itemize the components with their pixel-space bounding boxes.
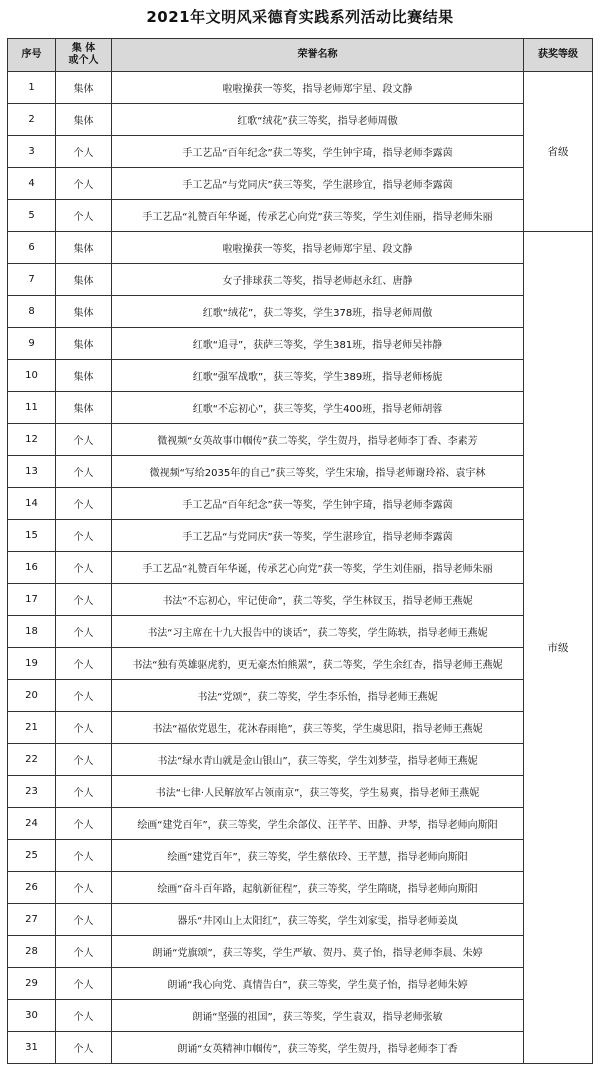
page-title: 2021年文明风采德育实践系列活动比赛结果 (146, 8, 454, 26)
cell-no: 30 (8, 1000, 56, 1032)
header-name: 荣誉名称 (112, 39, 524, 72)
cell-name: 书法“党颂”，获二等奖，学生李乐怡，指导老师王燕妮 (112, 680, 524, 712)
cell-name: 书法“习主席在十九大报告中的谈话”，获二等奖，学生陈轶，指导老师王燕妮 (112, 616, 524, 648)
table-row (8, 776, 593, 808)
cell-no: 12 (8, 424, 56, 456)
cell-type: 个人 (56, 1032, 112, 1064)
cell-no: 16 (8, 552, 56, 584)
cell-type: 个人 (56, 1000, 112, 1032)
cell-name: 书法“绿水青山就是金山银山”，获三等奖，学生刘梦莹，指导老师王燕妮 (112, 744, 524, 776)
cell-type: 个人 (56, 200, 112, 232)
cell-name: 器乐“井冈山上太阳红”，获三等奖，学生刘家雯，指导老师姜岚 (112, 904, 524, 936)
cell-no: 28 (8, 936, 56, 968)
cell-type: 个人 (56, 520, 112, 552)
cell-type: 个人 (56, 584, 112, 616)
cell-name: 微视频“写给2035年的自己”获三等奖，学生宋瑜，指导老师谢玲裕、袁宇林 (112, 456, 524, 488)
results-table (7, 38, 593, 1064)
cell-name: 啦啦操获一等奖，指导老师郑宇星、段文静 (112, 72, 524, 104)
cell-name: 手工艺品“百年纪念”获二等奖，学生钟宇琦，指导老师李露茵 (112, 136, 524, 168)
header-row (8, 39, 593, 72)
table-row (8, 360, 593, 392)
cell-name: 手工艺品“与党同庆”获三等奖，学生湛珍宜，指导老师李露茵 (112, 168, 524, 200)
table-row (8, 872, 593, 904)
table-row (8, 584, 593, 616)
cell-no: 5 (8, 200, 56, 232)
cell-no: 10 (8, 360, 56, 392)
table-row (8, 808, 593, 840)
table-row (8, 136, 593, 168)
cell-no: 6 (8, 232, 56, 264)
table-row (8, 424, 593, 456)
header-level: 获奖等级 (524, 39, 593, 72)
cell-name: 绘画“奋斗百年路，起航新征程”，获三等奖，学生隋晓，指导老师向斯阳 (112, 872, 524, 904)
table-row (8, 968, 593, 1000)
cell-no: 14 (8, 488, 56, 520)
cell-no: 19 (8, 648, 56, 680)
cell-no: 25 (8, 840, 56, 872)
table-row (8, 616, 593, 648)
cell-type: 个人 (56, 648, 112, 680)
table-row (8, 328, 593, 360)
cell-no: 8 (8, 296, 56, 328)
table-row (8, 456, 593, 488)
cell-type: 个人 (56, 840, 112, 872)
cell-no: 23 (8, 776, 56, 808)
cell-name: 女子排球获二等奖，指导老师赵永红、唐静 (112, 264, 524, 296)
cell-name: 书法“福依党恩生，花沐春雨艳”，获三等奖，学生虞思阳，指导老师王燕妮 (112, 712, 524, 744)
table-row (8, 264, 593, 296)
table-row (8, 520, 593, 552)
table-row (8, 680, 593, 712)
table-row (8, 296, 593, 328)
cell-name: 手工艺品“百年纪念”获一等奖，学生钟宇琦，指导老师李露茵 (112, 488, 524, 520)
cell-no: 31 (8, 1032, 56, 1064)
header-type (56, 39, 112, 72)
cell-name: 红歌“不忘初心”，获三等奖，学生400班，指导老师胡蓉 (112, 392, 524, 424)
table-row (8, 1032, 593, 1064)
cell-type: 个人 (56, 136, 112, 168)
cell-type: 个人 (56, 552, 112, 584)
cell-type: 个人 (56, 872, 112, 904)
cell-no: 7 (8, 264, 56, 296)
table-row (8, 1000, 593, 1032)
cell-type: 集体 (56, 328, 112, 360)
cell-no: 13 (8, 456, 56, 488)
cell-type: 个人 (56, 616, 112, 648)
cell-no: 1 (8, 72, 56, 104)
cell-no: 20 (8, 680, 56, 712)
cell-no: 11 (8, 392, 56, 424)
cell-name: 啦啦操获一等奖，指导老师郑宇星、段文静 (112, 232, 524, 264)
table-body (8, 72, 593, 1064)
cell-no: 24 (8, 808, 56, 840)
cell-name: 朗诵“党旗颂”，获三等奖，学生严敏、贺丹、莫子怡，指导老师李晨、朱婷 (112, 936, 524, 968)
table-row (8, 168, 593, 200)
table-row (8, 840, 593, 872)
cell-no: 9 (8, 328, 56, 360)
cell-name: 书法“独有英雄驱虎豹，更无豪杰怕熊罴”，获二等奖，学生余红杏，指导老师王燕妮 (112, 648, 524, 680)
cell-type: 集体 (56, 72, 112, 104)
table-row (8, 712, 593, 744)
cell-type: 个人 (56, 712, 112, 744)
cell-no: 15 (8, 520, 56, 552)
cell-name: 手工艺品“礼赞百年华诞，传承艺心向党”获一等奖，学生刘佳丽，指导老师朱丽 (112, 552, 524, 584)
cell-no: 17 (8, 584, 56, 616)
cell-name: 红歌“绒花”，获二等奖，学生378班，指导老师周傲 (112, 296, 524, 328)
cell-type: 个人 (56, 168, 112, 200)
table-row (8, 392, 593, 424)
header-no: 序号 (8, 39, 56, 72)
table-row (8, 552, 593, 584)
table-row (8, 936, 593, 968)
table-row (8, 104, 593, 136)
cell-no: 21 (8, 712, 56, 744)
cell-type: 个人 (56, 936, 112, 968)
cell-name: 绘画“建党百年”，获三等奖，学生余郃仪、汪芊芊、田静、尹琴，指导老师向斯阳 (112, 808, 524, 840)
table-row (8, 200, 593, 232)
cell-type: 个人 (56, 968, 112, 1000)
cell-no: 27 (8, 904, 56, 936)
cell-level: 市级 (524, 232, 593, 1064)
cell-type: 个人 (56, 776, 112, 808)
cell-type: 集体 (56, 360, 112, 392)
cell-name: 朗诵“女英精神巾帼传”，获三等奖，学生贺丹，指导老师李丁香 (112, 1032, 524, 1064)
cell-type: 个人 (56, 808, 112, 840)
cell-no: 3 (8, 136, 56, 168)
cell-type: 个人 (56, 744, 112, 776)
table-row (8, 72, 593, 104)
cell-name: 手工艺品“礼赞百年华诞，传承艺心向党”获三等奖，学生刘佳丽，指导老师朱丽 (112, 200, 524, 232)
cell-no: 2 (8, 104, 56, 136)
cell-type: 集体 (56, 104, 112, 136)
cell-name: 红歌“绒花”获三等奖，指导老师周傲 (112, 104, 524, 136)
cell-name: 微视频“女英故事巾帼传”获二等奖，学生贺丹，指导老师李丁香、李素芳 (112, 424, 524, 456)
cell-no: 29 (8, 968, 56, 1000)
cell-name: 书法“不忘初心，牢记使命”，获二等奖，学生林钗玉，指导老师王燕妮 (112, 584, 524, 616)
cell-type: 个人 (56, 904, 112, 936)
cell-type: 个人 (56, 424, 112, 456)
cell-type: 集体 (56, 264, 112, 296)
cell-type: 个人 (56, 456, 112, 488)
table-row (8, 904, 593, 936)
cell-name: 朗诵“坚强的祖国”，获三等奖，学生袁双，指导老师张敏 (112, 1000, 524, 1032)
cell-name: 绘画“建党百年”，获三等奖，学生蔡依玲、王芊慧，指导老师向斯阳 (112, 840, 524, 872)
cell-name: 手工艺品“与党同庆”获一等奖，学生湛珍宜，指导老师李露茵 (112, 520, 524, 552)
cell-no: 22 (8, 744, 56, 776)
cell-type: 个人 (56, 488, 112, 520)
cell-no: 18 (8, 616, 56, 648)
cell-name: 书法“七律·人民解放军占领南京”，获三等奖，学生易爽，指导老师王燕妮 (112, 776, 524, 808)
cell-type: 集体 (56, 296, 112, 328)
cell-no: 4 (8, 168, 56, 200)
table-row (8, 648, 593, 680)
table-row (8, 744, 593, 776)
cell-no: 26 (8, 872, 56, 904)
cell-name: 红歌“强军战歌”，获三等奖，学生389班，指导老师杨旎 (112, 360, 524, 392)
cell-type: 集体 (56, 232, 112, 264)
table-row (8, 488, 593, 520)
table-row (8, 232, 593, 264)
cell-type: 个人 (56, 680, 112, 712)
cell-name: 红歌“追寻”，获萨三等奖，学生381班，指导老师吴祎静 (112, 328, 524, 360)
cell-name: 朗诵“我心向党、真情告白”，获三等奖，学生莫子怡，指导老师朱婷 (112, 968, 524, 1000)
cell-type: 集体 (56, 392, 112, 424)
header-type-line2: 或个人 (68, 55, 99, 66)
cell-level: 省级 (524, 72, 593, 232)
header-type-line1: 集 体 (71, 43, 96, 54)
